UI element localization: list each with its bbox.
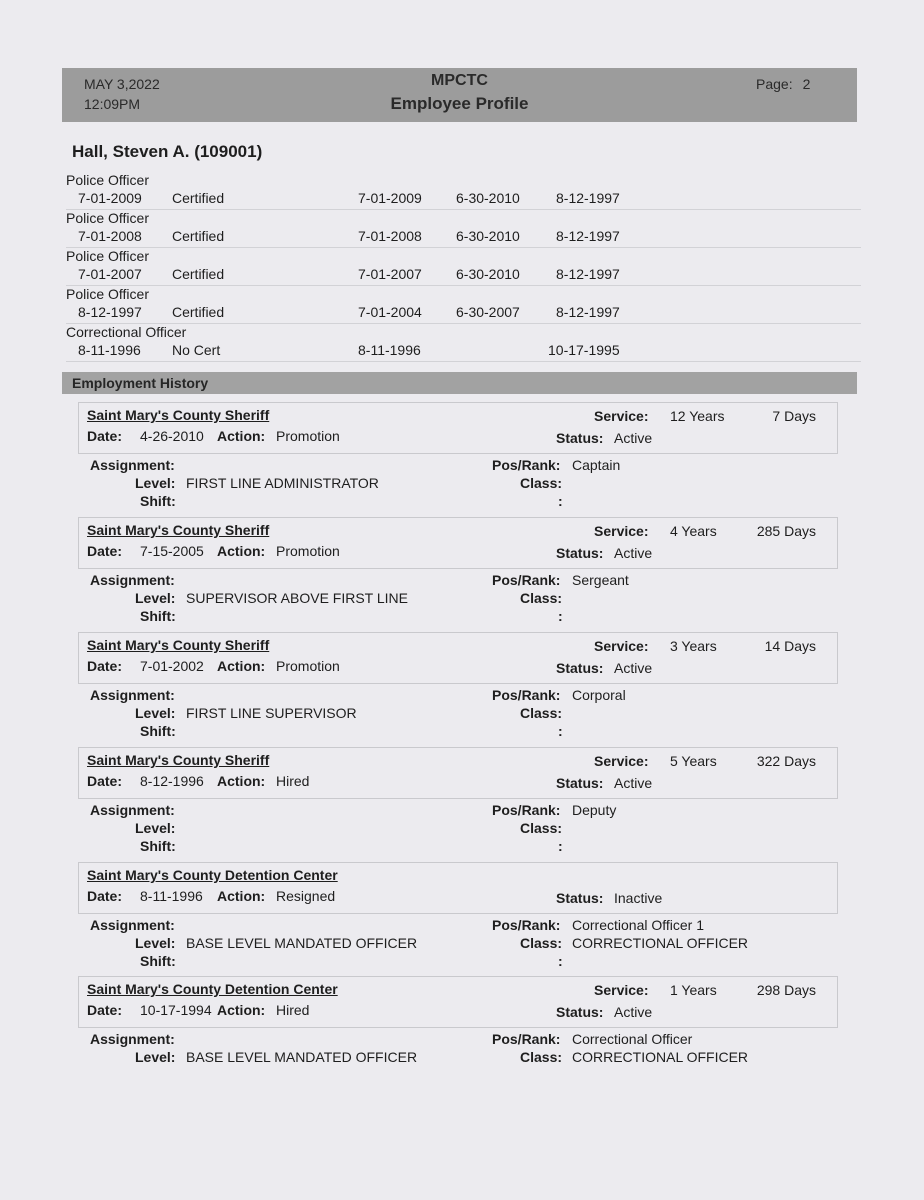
cert-status: Certified: [172, 190, 225, 206]
employment-history-heading: [62, 372, 857, 394]
agency-name: Saint Mary's County Sheriff: [87, 522, 270, 538]
record-action: Promotion: [276, 658, 340, 674]
cert-start-date: 7-01-2007: [358, 266, 422, 282]
employment-record: [78, 976, 838, 1086]
shift-label: Shift:: [140, 723, 176, 739]
record-date: 7-15-2005: [140, 543, 204, 559]
cert-title: Police Officer: [66, 248, 149, 264]
record-action: Promotion: [276, 428, 340, 444]
assignment-label: Assignment:: [90, 917, 175, 933]
level-label: Level:: [135, 1049, 176, 1065]
service-days: 298 Days: [756, 982, 816, 998]
cert-start-date: 7-01-2008: [358, 228, 422, 244]
cert-title: Police Officer: [66, 286, 149, 302]
record-pos-rank: Captain: [572, 457, 621, 473]
section-title: Employment History: [72, 375, 209, 391]
date-label: Date:: [87, 888, 123, 904]
cert-start-date: 7-01-2004: [358, 304, 422, 320]
cert-orig-date: 10-17-1995: [548, 342, 620, 358]
cert-status: Certified: [172, 266, 225, 282]
class-label: Class:: [520, 935, 563, 951]
agency-name: Saint Mary's County Sheriff: [87, 637, 270, 653]
report-org: MPCTC: [431, 72, 488, 89]
service-label: Service:: [594, 408, 649, 424]
service-years: 12 Years: [670, 408, 725, 424]
agency-name: Saint Mary's County Detention Center: [87, 867, 338, 883]
service-days: 7 Days: [772, 408, 816, 424]
level-label: Level:: [135, 590, 176, 606]
cert-status: Certified: [172, 304, 225, 320]
record-action: Resigned: [276, 888, 336, 904]
record-status: Active: [614, 1004, 653, 1020]
action-label: Action:: [217, 773, 266, 789]
cert-row: [66, 286, 861, 324]
pos-rank-label: Pos/Rank:: [492, 917, 561, 933]
shift-label: Shift:: [140, 953, 176, 969]
record-pos-rank: Corporal: [572, 687, 626, 703]
employment-record: [78, 632, 838, 742]
record-date: 8-12-1996: [140, 773, 204, 789]
date-label: Date:: [87, 773, 123, 789]
service-years: 3 Years: [670, 638, 717, 654]
cert-end-date: 6-30-2010: [456, 228, 520, 244]
cert-end-date: 6-30-2007: [456, 304, 520, 320]
cert-orig-date: 8-12-1997: [556, 190, 620, 206]
date-label: Date:: [87, 428, 123, 444]
pos-rank-label: Pos/Rank:: [492, 457, 561, 473]
cert-date: 7-01-2007: [78, 266, 142, 282]
pos-rank-label: Pos/Rank:: [492, 1031, 561, 1047]
employment-record: [78, 517, 838, 627]
record-date: 7-01-2002: [140, 658, 204, 674]
record-action: Hired: [276, 1002, 310, 1018]
record-status: Active: [614, 660, 653, 676]
blank-field-colon: :: [558, 608, 563, 624]
record-level: SUPERVISOR ABOVE FIRST LINE: [186, 590, 408, 606]
record-pos-rank: Correctional Officer 1: [572, 917, 705, 933]
service-years: 1 Years: [670, 982, 717, 998]
report-date: MAY 3,2022: [84, 76, 160, 92]
shift-label: Shift:: [140, 838, 176, 854]
status-label: Status:: [556, 775, 604, 791]
cert-orig-date: 8-12-1997: [556, 228, 620, 244]
cert-row: [66, 172, 861, 210]
record-class: CORRECTIONAL OFFICER: [572, 935, 749, 951]
shift-label: Shift:: [140, 608, 176, 624]
class-label: Class:: [520, 705, 563, 721]
record-pos-rank: Sergeant: [572, 572, 629, 588]
employment-record: [78, 862, 838, 972]
cert-title: Police Officer: [66, 210, 149, 226]
status-label: Status:: [556, 1004, 604, 1020]
record-level: FIRST LINE ADMINISTRATOR: [186, 475, 379, 491]
cert-row: [66, 248, 861, 286]
record-level: BASE LEVEL MANDATED OFFICER: [186, 1049, 418, 1065]
level-label: Level:: [135, 475, 176, 491]
record-status: Active: [614, 775, 653, 791]
report-header: [62, 68, 857, 122]
cert-date: 8-12-1997: [78, 304, 142, 320]
cert-row: [66, 210, 861, 248]
class-label: Class:: [520, 590, 563, 606]
blank-field-colon: :: [558, 953, 563, 969]
assignment-label: Assignment:: [90, 802, 175, 818]
class-label: Class:: [520, 475, 563, 491]
blank-field-colon: :: [558, 723, 563, 739]
page-number: 2: [802, 76, 811, 92]
assignment-label: Assignment:: [90, 1031, 175, 1047]
assignment-label: Assignment:: [90, 572, 175, 588]
status-label: Status:: [556, 660, 604, 676]
date-label: Date:: [87, 543, 123, 559]
level-label: Level:: [135, 820, 176, 836]
cert-status: Certified: [172, 228, 225, 244]
status-label: Status:: [556, 890, 604, 906]
service-years: 4 Years: [670, 523, 717, 539]
cert-start-date: 7-01-2009: [358, 190, 422, 206]
service-label: Service:: [594, 523, 649, 539]
action-label: Action:: [217, 1002, 266, 1018]
record-class: CORRECTIONAL OFFICER: [572, 1049, 749, 1065]
record-pos-rank: Deputy: [572, 802, 617, 818]
service-days: 322 Days: [756, 753, 816, 769]
service-label: Service:: [594, 638, 649, 654]
agency-name: Saint Mary's County Sheriff: [87, 752, 270, 768]
status-label: Status:: [556, 545, 604, 561]
action-label: Action:: [217, 543, 266, 559]
pos-rank-label: Pos/Rank:: [492, 802, 561, 818]
record-pos-rank: Correctional Officer: [572, 1031, 693, 1047]
cert-orig-date: 8-12-1997: [556, 304, 620, 320]
assignment-label: Assignment:: [90, 687, 175, 703]
action-label: Action:: [217, 888, 266, 904]
action-label: Action:: [217, 658, 266, 674]
cert-date: 7-01-2008: [78, 228, 142, 244]
record-status: Active: [614, 430, 653, 446]
service-years: 5 Years: [670, 753, 717, 769]
record-level: BASE LEVEL MANDATED OFFICER: [186, 935, 418, 951]
shift-label: Shift:: [140, 493, 176, 509]
record-date: 8-11-1996: [140, 888, 203, 904]
service-days: 14 Days: [764, 638, 816, 654]
class-label: Class:: [520, 1049, 563, 1065]
level-label: Level:: [135, 935, 176, 951]
agency-name: Saint Mary's County Sheriff: [87, 407, 270, 423]
agency-name: Saint Mary's County Detention Center: [87, 981, 338, 997]
record-status: Active: [614, 545, 653, 561]
date-label: Date:: [87, 658, 123, 674]
record-action: Promotion: [276, 543, 340, 559]
cert-title: Correctional Officer: [66, 324, 187, 340]
report-time: 12:09PM: [84, 96, 141, 112]
service-days: 285 Days: [756, 523, 816, 539]
cert-orig-date: 8-12-1997: [556, 266, 620, 282]
employment-record: [78, 402, 838, 512]
record-date: 4-26-2010: [140, 428, 204, 444]
cert-end-date: 6-30-2010: [456, 190, 520, 206]
cert-date: 8-11-1996: [78, 342, 141, 358]
page-indicator: [756, 76, 810, 92]
page-label: Page:: [756, 76, 793, 92]
level-label: Level:: [135, 705, 176, 721]
cert-status: No Cert: [172, 342, 221, 358]
class-label: Class:: [520, 820, 563, 836]
blank-field-colon: :: [558, 493, 563, 509]
employee-name: Hall, Steven A. (109001): [72, 142, 263, 161]
date-label: Date:: [87, 1002, 123, 1018]
cert-start-date: 8-11-1996: [358, 342, 421, 358]
pos-rank-label: Pos/Rank:: [492, 687, 561, 703]
assignment-label: Assignment:: [90, 457, 175, 473]
status-label: Status:: [556, 430, 604, 446]
service-label: Service:: [594, 753, 649, 769]
service-label: Service:: [594, 982, 649, 998]
blank-field-colon: :: [558, 838, 563, 854]
pos-rank-label: Pos/Rank:: [492, 572, 561, 588]
record-action: Hired: [276, 773, 310, 789]
cert-row: [66, 324, 861, 362]
cert-title: Police Officer: [66, 172, 149, 188]
record-date: 10-17-1994: [140, 1002, 212, 1018]
record-level: FIRST LINE SUPERVISOR: [186, 705, 357, 721]
cert-date: 7-01-2009: [78, 190, 142, 206]
action-label: Action:: [217, 428, 266, 444]
employment-record: [78, 747, 838, 857]
cert-end-date: 6-30-2010: [456, 266, 520, 282]
report-title: Employee Profile: [390, 94, 529, 113]
record-status: Inactive: [614, 890, 663, 906]
